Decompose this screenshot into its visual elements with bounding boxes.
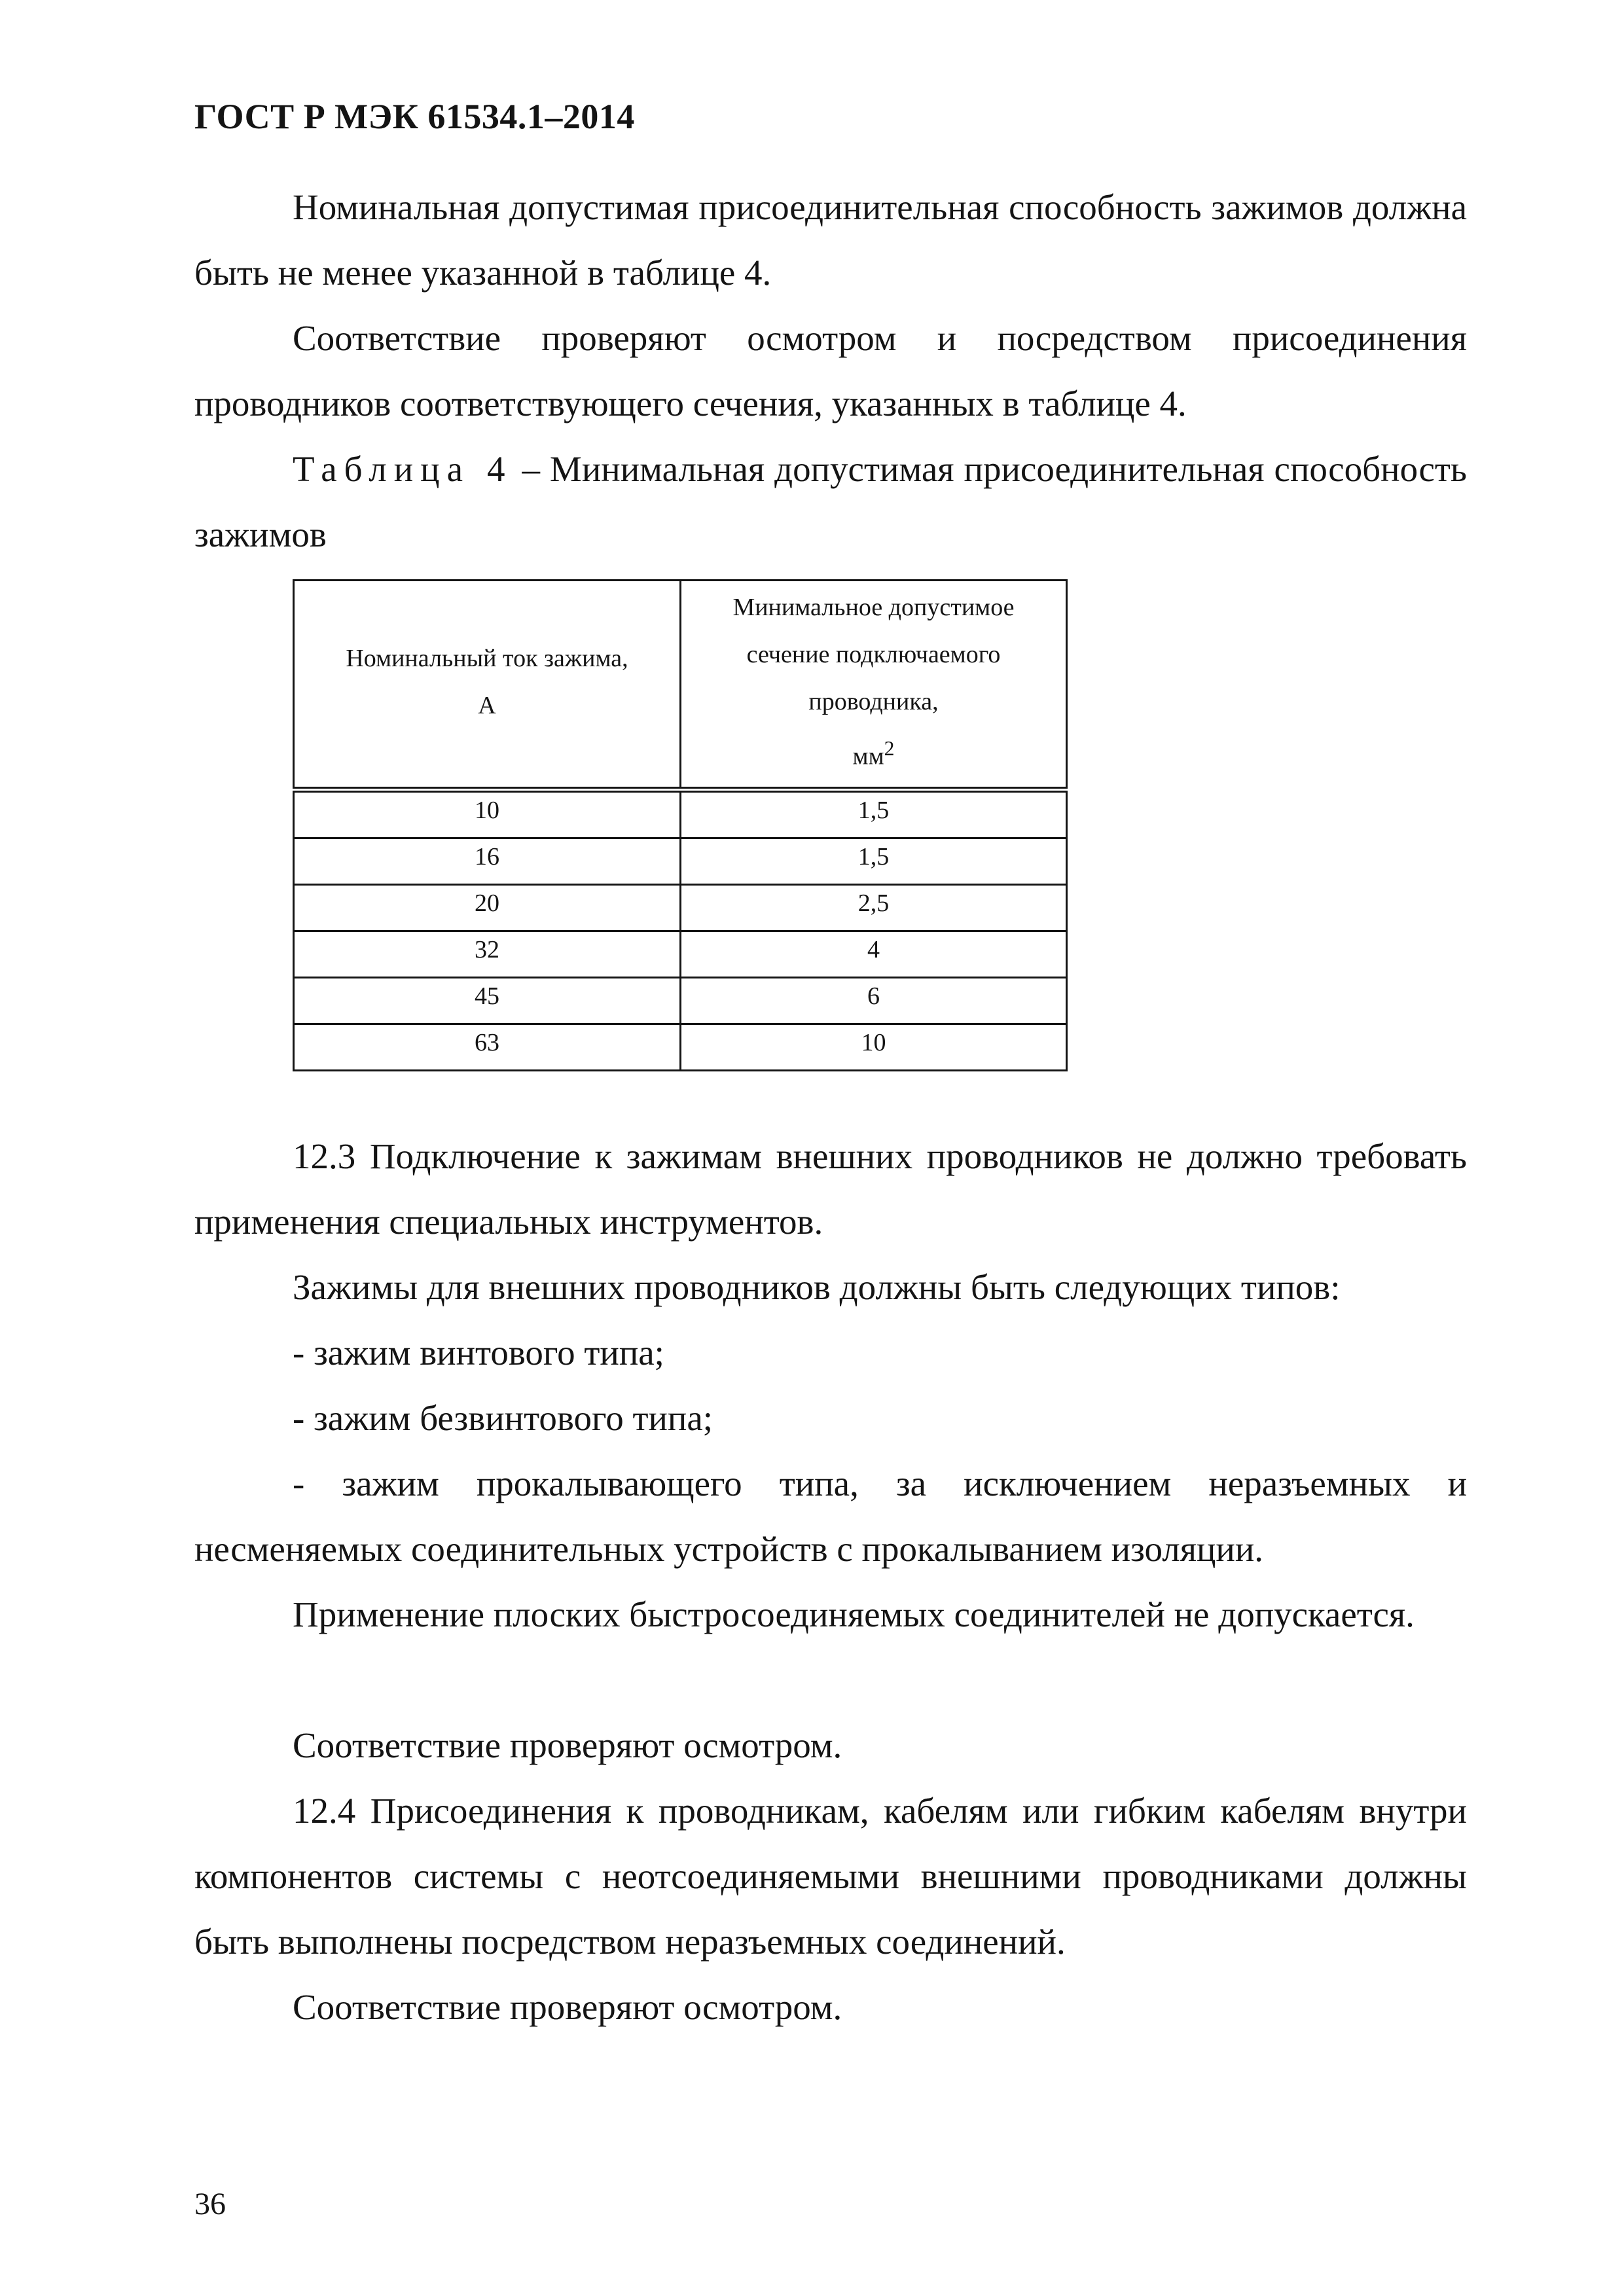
- cell-current: 32: [294, 931, 681, 977]
- table-caption-text: – Минимальная допустимая присоединительная способность зажимов: [194, 449, 1468, 554]
- cell-section: 6: [681, 977, 1067, 1024]
- list-item-screw-terminal: - зажим винтового типа;: [293, 1333, 664, 1372]
- table-row: [294, 1024, 1067, 1070]
- paragraph-compliance-check-table: Соответствие проверяют осмотром и посредством присоединения проводников соответствующего сечения, указанных в таблице 4.: [194, 318, 1467, 423]
- paragraph-flat-connectors: Применение плоских быстросоединяемых соединителей не допускается.: [293, 1594, 1415, 1634]
- table-row: [294, 931, 1067, 977]
- cell-section: 2,5: [681, 884, 1067, 931]
- header-min-section-unit: мм: [852, 742, 884, 770]
- paragraph-12-3: 12.3 Подключение к зажимам внешних проводников не должно требовать применения специальных инструментов.: [194, 1136, 1467, 1242]
- standard-header: ГОСТ Р МЭК 61534.1–2014: [194, 97, 635, 136]
- header-min-section-line2: сечение подключаемого: [746, 641, 1001, 668]
- table-row: [294, 789, 1067, 838]
- table-header-row: [294, 581, 1067, 790]
- cell-current: 63: [294, 1024, 681, 1070]
- table-caption: [194, 437, 1467, 567]
- header-min-section-line1: Минимальное допустимое: [732, 594, 1015, 621]
- table-row: [294, 977, 1067, 1024]
- paragraph-12-4: 12.4 Присоединения к проводникам, кабелям или гибким кабелям внутри компонентов системы с неотсоединяемыми внешними проводниками должны быть выполнены посредством неразъемных соединений.: [194, 1791, 1467, 1962]
- table-row: [294, 838, 1067, 884]
- paragraph-compliance-inspection-2: Соответствие проверяют осмотром.: [293, 1987, 842, 2027]
- cell-section: 1,5: [681, 838, 1067, 884]
- cell-current: 20: [294, 884, 681, 931]
- cell-section: 1,5: [681, 789, 1067, 838]
- cell-section: 10: [681, 1024, 1067, 1070]
- paragraph-terminal-types: Зажимы для внешних проводников должны быть следующих типов:: [293, 1267, 1341, 1307]
- header-rated-current-unit: А: [478, 691, 496, 719]
- list-item-screwless-terminal: - зажим безвинтового типа;: [293, 1398, 713, 1438]
- header-unit-superscript: 2: [884, 737, 895, 760]
- cell-section: 4: [681, 931, 1067, 977]
- header-rated-current-line1: Номинальный ток зажима,: [346, 644, 628, 672]
- header-rated-current: [294, 581, 681, 790]
- cell-current: 16: [294, 838, 681, 884]
- header-min-cross-section: [681, 581, 1067, 790]
- paragraph-compliance-inspection: Соответствие проверяют осмотром.: [293, 1725, 842, 1765]
- table-caption-label: Таблица 4: [293, 449, 513, 489]
- header-min-section-line3: проводника,: [808, 688, 939, 715]
- page-number: 36: [194, 2187, 226, 2221]
- cell-current: 45: [294, 977, 681, 1024]
- list-item-piercing-terminal: - зажим прокалывающего типа, за исключением неразъемных и несменяемых соединительных устройств с прокалыванием изоляции.: [194, 1463, 1467, 1569]
- cell-current: 10: [294, 789, 681, 838]
- paragraph-rated-capacity: Номинальная допустимая присоединительная способность зажимов должна быть не менее указанной в таблице 4.: [194, 187, 1467, 293]
- table-row: [294, 884, 1067, 931]
- terminal-capacity-table: [293, 579, 1068, 1071]
